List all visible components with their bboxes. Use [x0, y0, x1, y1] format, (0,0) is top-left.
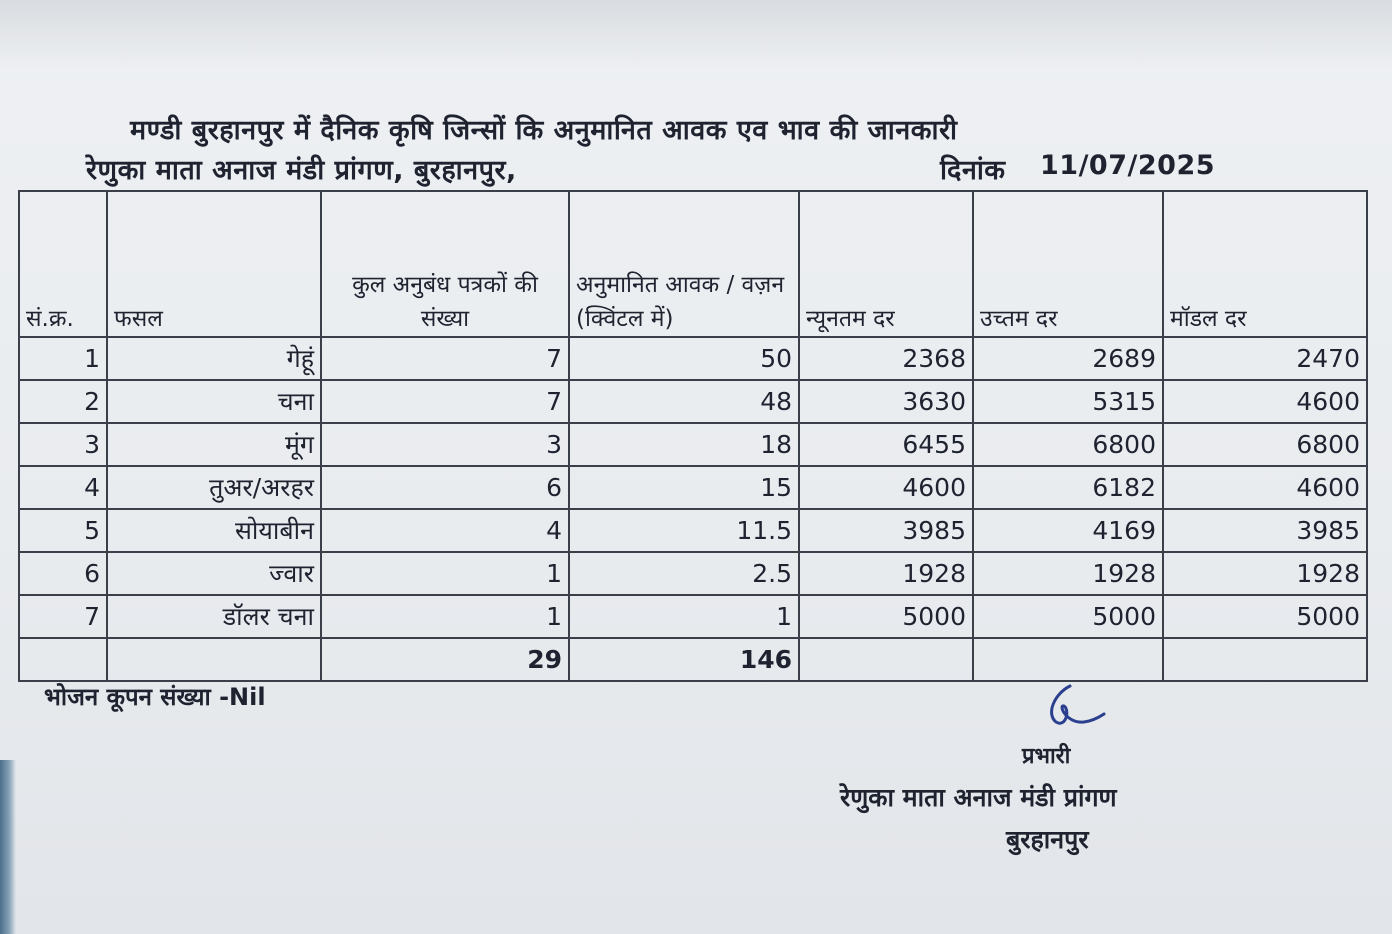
cell-arrival: 11.5 — [569, 509, 799, 552]
rates-table — [18, 190, 1368, 682]
cell-empty — [19, 638, 107, 681]
signatory-role: प्रभारी — [1022, 744, 1071, 769]
cell-crop: सोयाबीन — [107, 509, 321, 552]
table-header-row — [19, 191, 1367, 337]
date-label: दिनांक — [940, 155, 1006, 186]
col-header-arrival: अनुमानित आवक / वज़न (क्विंटल में) — [569, 191, 799, 337]
cell-crop: डॉलर चना — [107, 595, 321, 638]
cell-modal-rate: 5000 — [1163, 595, 1367, 638]
table-row — [19, 509, 1367, 552]
cell-arrival: 50 — [569, 337, 799, 380]
cell-modal-rate: 4600 — [1163, 466, 1367, 509]
total-contracts: 29 — [321, 638, 569, 681]
cell-max-rate: 1928 — [973, 552, 1163, 595]
cell-min-rate: 2368 — [799, 337, 973, 380]
cell-sno: 1 — [19, 337, 107, 380]
table-row — [19, 466, 1367, 509]
cell-crop: ज्वार — [107, 552, 321, 595]
cell-arrival: 48 — [569, 380, 799, 423]
cell-sno: 6 — [19, 552, 107, 595]
col-header-max-rate: उच्तम दर — [973, 191, 1163, 337]
table-row — [19, 337, 1367, 380]
cell-max-rate: 5000 — [973, 595, 1163, 638]
cell-max-rate: 2689 — [973, 337, 1163, 380]
cell-empty — [799, 638, 973, 681]
cell-max-rate: 6182 — [973, 466, 1163, 509]
signatory-city: बुरहानपुर — [1006, 825, 1089, 854]
document-title: मण्डी बुरहानपुर में दैनिक कृषि जिन्सों कि अनुमानित आवक एव भाव की जानकारी — [130, 115, 958, 146]
cell-crop: चना — [107, 380, 321, 423]
signatory-org: रेणुका माता अनाज मंडी प्रांगण — [840, 783, 1117, 812]
cell-max-rate: 6800 — [973, 423, 1163, 466]
cell-arrival: 1 — [569, 595, 799, 638]
col-header-modal-rate: मॉडल दर — [1163, 191, 1367, 337]
total-arrival: 146 — [569, 638, 799, 681]
col-header-sno: सं.क्र. — [19, 191, 107, 337]
cell-sno: 5 — [19, 509, 107, 552]
cell-empty — [1163, 638, 1367, 681]
cell-min-rate: 5000 — [799, 595, 973, 638]
cell-contracts: 1 — [321, 595, 569, 638]
col-header-crop: फसल — [107, 191, 321, 337]
cell-max-rate: 4169 — [973, 509, 1163, 552]
background-object — [0, 760, 16, 934]
cell-contracts: 7 — [321, 337, 569, 380]
cell-min-rate: 3985 — [799, 509, 973, 552]
cell-contracts: 6 — [321, 466, 569, 509]
cell-modal-rate: 2470 — [1163, 337, 1367, 380]
top-shadow — [0, 0, 1392, 70]
cell-min-rate: 4600 — [799, 466, 973, 509]
cell-sno: 4 — [19, 466, 107, 509]
date-value: 11/07/2025 — [1040, 150, 1216, 181]
cell-min-rate: 3630 — [799, 380, 973, 423]
cell-arrival: 15 — [569, 466, 799, 509]
table-row — [19, 423, 1367, 466]
cell-max-rate: 5315 — [973, 380, 1163, 423]
cell-contracts: 7 — [321, 380, 569, 423]
cell-sno: 2 — [19, 380, 107, 423]
signature-mark — [1040, 680, 1110, 730]
cell-modal-rate: 4600 — [1163, 380, 1367, 423]
cell-crop: तुअर/अरहर — [107, 466, 321, 509]
table-row — [19, 595, 1367, 638]
col-header-min-rate: न्यूनतम दर — [799, 191, 973, 337]
cell-crop: गेहूं — [107, 337, 321, 380]
cell-arrival: 2.5 — [569, 552, 799, 595]
coupon-note: भोजन कूपन संख्या -Nil — [44, 683, 266, 711]
cell-min-rate: 6455 — [799, 423, 973, 466]
cell-contracts: 1 — [321, 552, 569, 595]
cell-min-rate: 1928 — [799, 552, 973, 595]
cell-modal-rate: 1928 — [1163, 552, 1367, 595]
col-header-contracts: कुल अनुबंध पत्रकों की संख्या — [321, 191, 569, 337]
cell-modal-rate: 3985 — [1163, 509, 1367, 552]
table-row — [19, 552, 1367, 595]
cell-sno: 7 — [19, 595, 107, 638]
cell-sno: 3 — [19, 423, 107, 466]
table-row — [19, 380, 1367, 423]
cell-contracts: 3 — [321, 423, 569, 466]
cell-modal-rate: 6800 — [1163, 423, 1367, 466]
market-name: रेणुका माता अनाज मंडी प्रांगण, बुरहानपुर, — [86, 155, 517, 186]
totals-row — [19, 638, 1367, 681]
cell-crop: मूंग — [107, 423, 321, 466]
cell-arrival: 18 — [569, 423, 799, 466]
cell-empty — [973, 638, 1163, 681]
cell-empty — [107, 638, 321, 681]
cell-contracts: 4 — [321, 509, 569, 552]
